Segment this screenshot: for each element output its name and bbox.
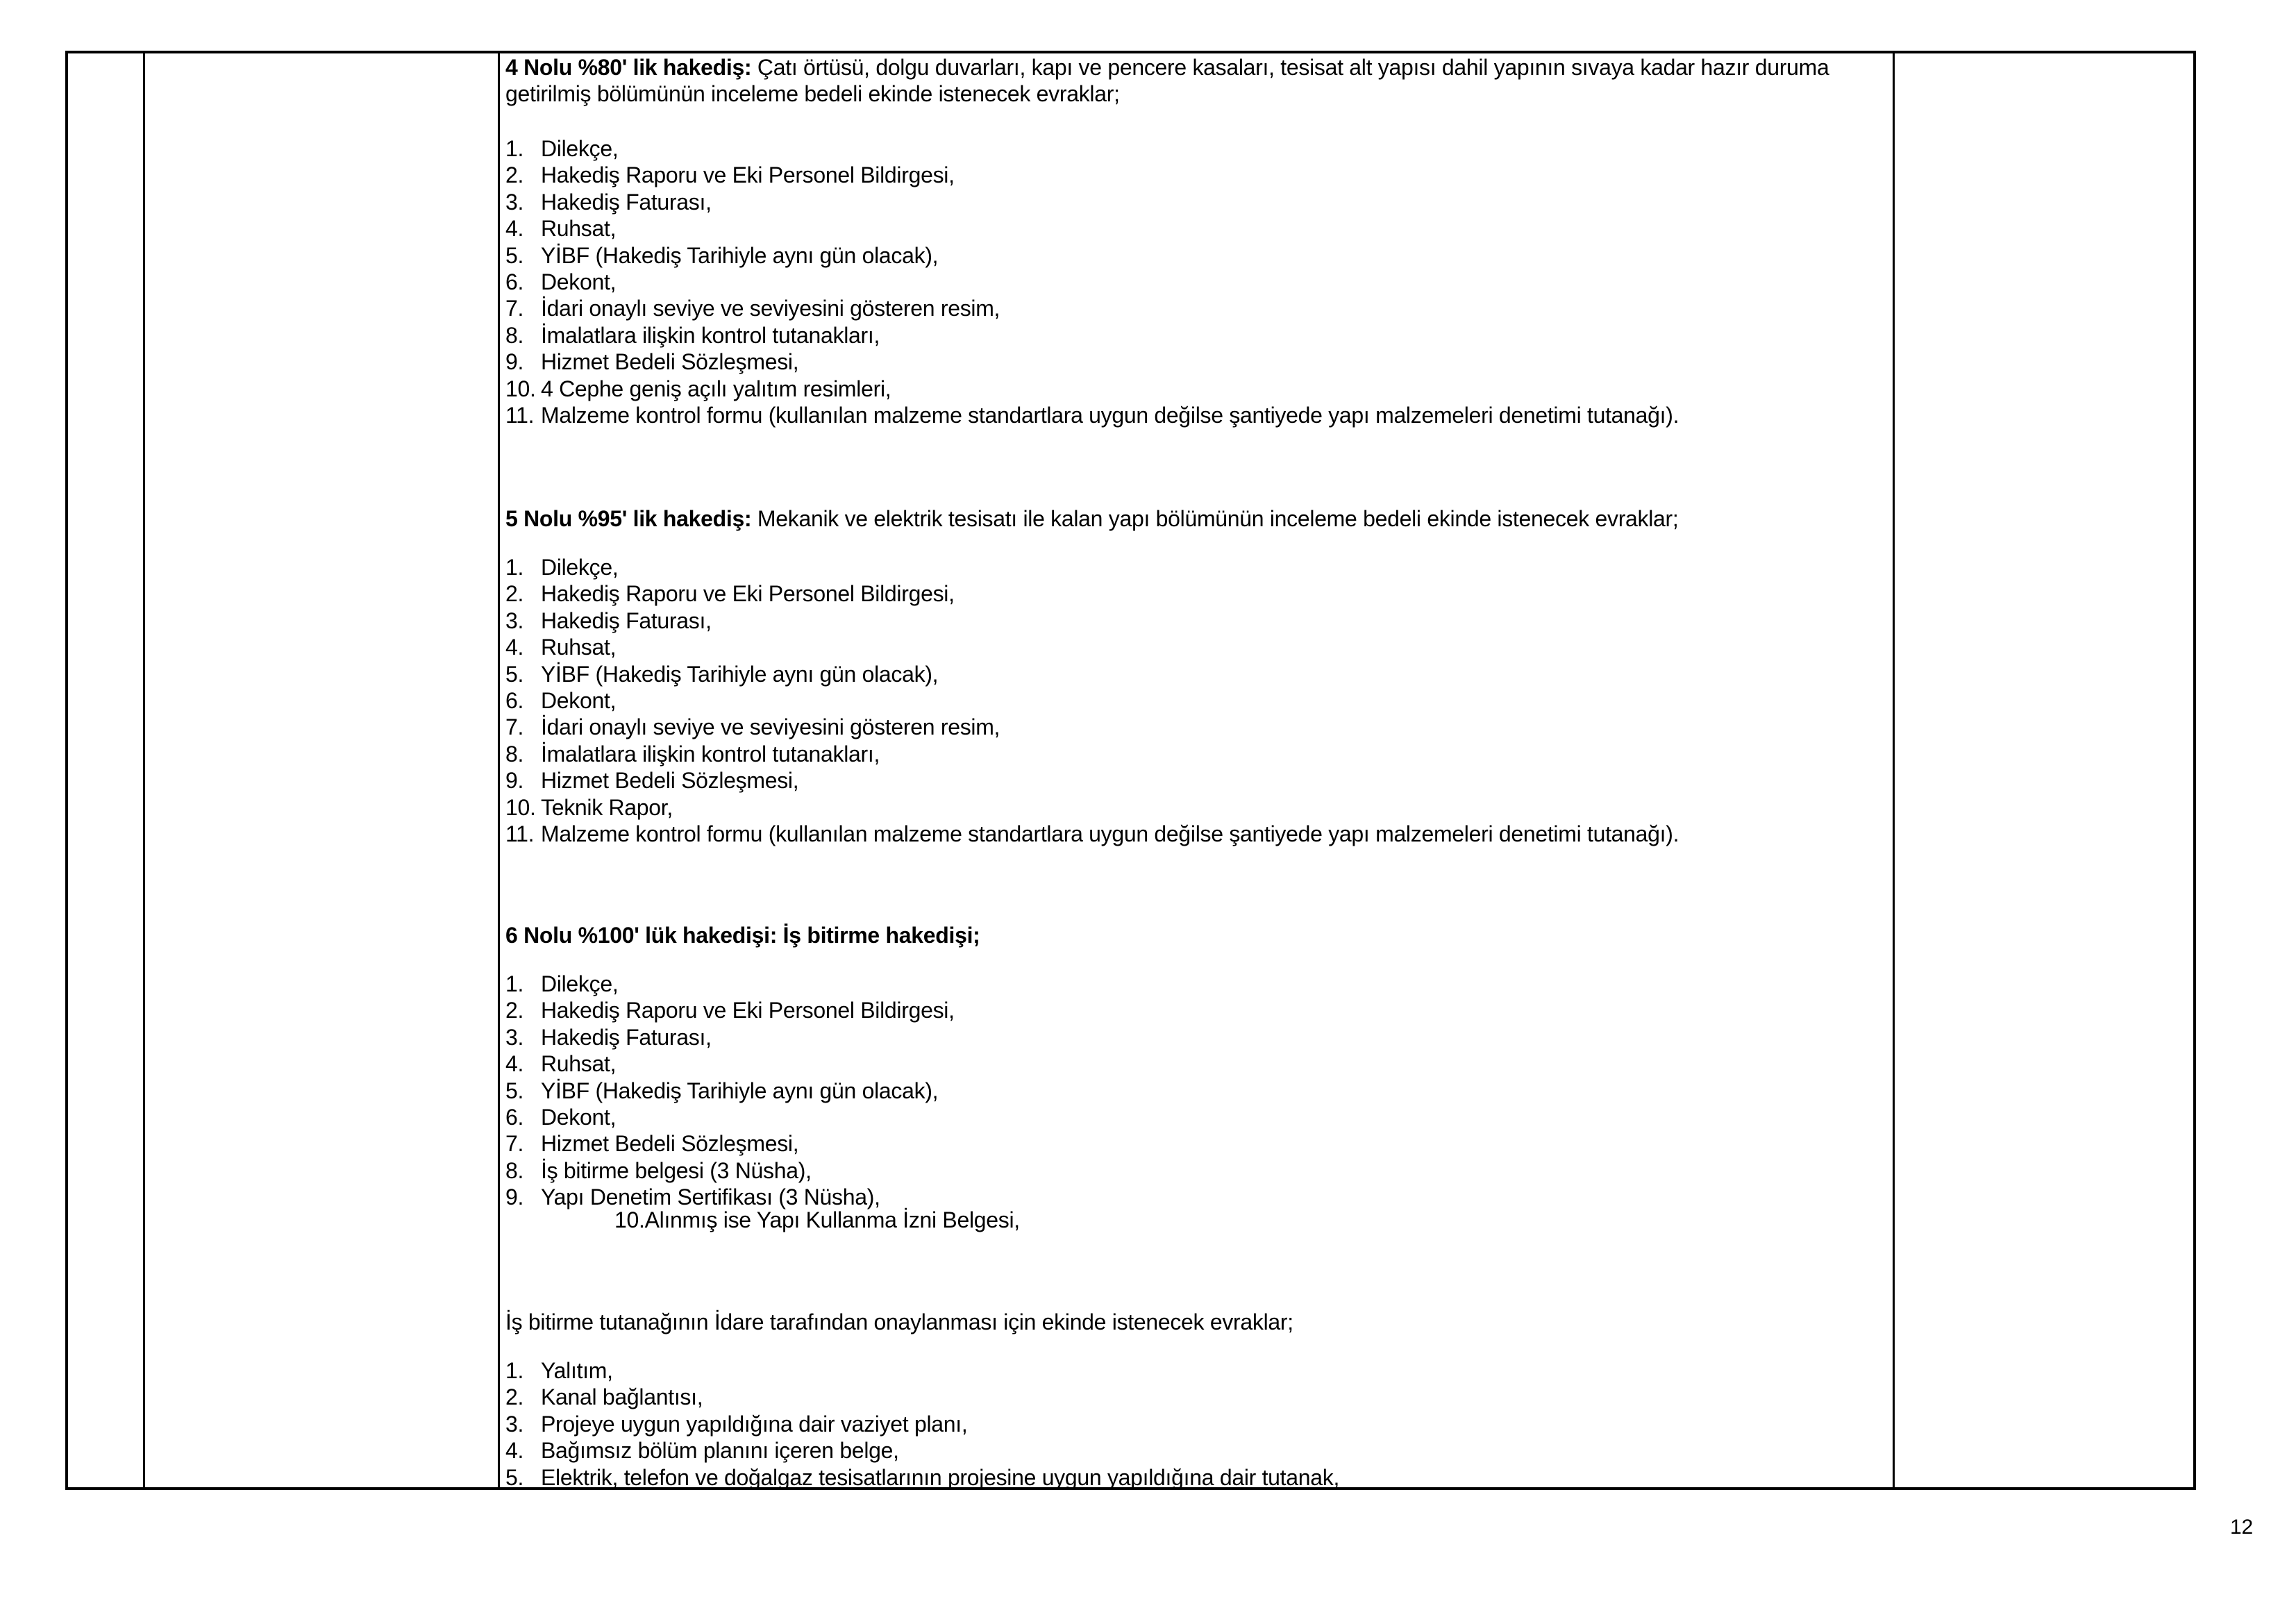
- list-item-number: 7.: [505, 296, 524, 321]
- list-item-text: İdari onaylı seviye ve seviyesini gösteren resim,: [541, 714, 1000, 740]
- list-item: [505, 135, 1891, 162]
- list-item: [505, 687, 1891, 714]
- list-item-number: 2.: [505, 1384, 524, 1410]
- list-item: [505, 402, 1891, 428]
- list-item-number: 5.: [505, 1078, 524, 1103]
- list-item-number: 9.: [505, 768, 524, 794]
- list-item: [505, 741, 1891, 767]
- list-item: [505, 1357, 1891, 1384]
- list-item-text: Dilekçe,: [541, 555, 619, 580]
- list-item: [505, 1130, 1891, 1157]
- list-item: [505, 1050, 1891, 1077]
- list-item-text: İdari onaylı seviye ve seviyesini gösteren resim,: [541, 296, 1000, 321]
- list-item-number: 3.: [505, 608, 524, 633]
- list-item: [505, 349, 1891, 375]
- list-item: [505, 1464, 1891, 1491]
- list-item-text: YİBF (Hakediş Tarihiyle aynı gün olacak),: [541, 1078, 939, 1103]
- list-item-number: 2.: [505, 162, 524, 188]
- list-item-number: 10.: [505, 376, 536, 401]
- list-item-text: Bağımsız bölüm planını içeren belge,: [541, 1438, 899, 1464]
- list-item: [505, 554, 1891, 580]
- list-item-number: 11.: [505, 821, 535, 847]
- list-item-text: Yapı Denetim Sertifikası (3 Nüsha),: [541, 1184, 880, 1210]
- heading-rest: Mekanik ve elektrik tesisatı ile kalan yapı bölümünün inceleme bedeli ekinde istenecek evraklar;: [751, 506, 1679, 531]
- list-item-number: 6.: [505, 269, 524, 295]
- list-item-text: Malzeme kontrol formu (kullanılan malzeme standartlara uygun değilse şantiyede yapı malzemeleri denetimi tutanağı).: [541, 821, 1679, 847]
- list-item-number: 6.: [505, 1105, 524, 1130]
- list-item-number: 10.: [614, 1207, 645, 1232]
- list-item-text: Teknik Rapor,: [541, 794, 673, 820]
- list-item-text: Hizmet Bedeli Sözleşmesi,: [541, 1131, 799, 1157]
- list-item-text: Ruhsat,: [541, 635, 617, 660]
- list-item-text: İmalatlara ilişkin kontrol tutanakları,: [541, 322, 880, 348]
- table-column-border-3: [1893, 53, 1895, 1487]
- list-item-text: Hakediş Raporu ve Eki Personel Bildirgesi,: [541, 162, 955, 188]
- list-item-text: Dekont,: [541, 688, 617, 714]
- list-item-text: Hakediş Faturası,: [541, 1024, 712, 1050]
- list-item-text: Alınmış ise Yapı Kullanma İzni Belgesi,: [644, 1207, 1020, 1232]
- list-item: [505, 1157, 1891, 1184]
- document-list-hakedis-6: [505, 971, 1891, 1211]
- list-item-text: YİBF (Hakediş Tarihiyle aynı gün olacak),: [541, 242, 939, 268]
- list-item: [505, 189, 1891, 215]
- list-item-text: Hizmet Bedeli Sözleşmesi,: [541, 349, 799, 375]
- section-heading-hakedis-4: [505, 54, 1891, 108]
- list-item-number: 2.: [505, 998, 524, 1023]
- table-column-border-1: [143, 53, 145, 1487]
- list-item: [505, 269, 1891, 295]
- list-item: [505, 714, 1891, 740]
- list-item-number: 9.: [505, 349, 524, 375]
- list-item-number: 5.: [505, 242, 524, 268]
- list-item: [505, 1384, 1891, 1410]
- list-item-text: Hakediş Faturası,: [541, 189, 712, 215]
- list-item: [505, 1078, 1891, 1104]
- list-item-text: Kanal bağlantısı,: [541, 1384, 703, 1410]
- list-item-number: 3.: [505, 1024, 524, 1050]
- list-item: [505, 1104, 1891, 1130]
- list-item-text: Dekont,: [541, 269, 617, 295]
- list-item-text: Dilekçe,: [541, 971, 619, 996]
- document-table: [65, 51, 2196, 1490]
- list-item: [505, 971, 1891, 997]
- section-heading-hakedis-5: [505, 505, 1891, 532]
- list-item-text: YİBF (Hakediş Tarihiyle aynı gün olacak),: [541, 661, 939, 687]
- document-list-hakedis-4: [505, 135, 1891, 428]
- list-item-text: Hizmet Bedeli Sözleşmesi,: [541, 768, 799, 794]
- list-item: [505, 162, 1891, 188]
- list-item-number: 7.: [505, 1131, 524, 1157]
- list-item-text: Dekont,: [541, 1105, 617, 1130]
- list-item-number: 10.: [505, 794, 536, 820]
- list-item-number: 4.: [505, 1438, 524, 1464]
- heading-lead: 4 Nolu %80' lik hakediş:: [505, 55, 752, 80]
- list-item-text: Hakediş Raporu ve Eki Personel Bildirgesi,: [541, 998, 955, 1023]
- list-item: [505, 821, 1891, 847]
- list-item-number: 8.: [505, 322, 524, 348]
- list-item-number: 11.: [505, 403, 535, 428]
- list-item: [505, 1024, 1891, 1050]
- list-item-number: 8.: [505, 1157, 524, 1183]
- list-item-number: 4.: [505, 216, 524, 242]
- list-item-number: 9.: [505, 1184, 524, 1210]
- list-item-number: 3.: [505, 1411, 524, 1437]
- list-item: [505, 794, 1891, 821]
- list-item-text: İş bitirme belgesi (3 Nüsha),: [541, 1157, 812, 1183]
- list-item-number: 2.: [505, 581, 524, 607]
- list-item-text: Malzeme kontrol formu (kullanılan malzeme standartlara uygun değilse şantiyede yapı malzemeleri denetimi tutanağı).: [541, 403, 1679, 428]
- list-item-number: 6.: [505, 688, 524, 714]
- list-item: [505, 376, 1891, 402]
- list-item: [505, 322, 1891, 349]
- document-list-hakedis-5: [505, 554, 1891, 847]
- list-item: [505, 997, 1891, 1023]
- list-item: [505, 767, 1891, 794]
- list-item-number: 5.: [505, 661, 524, 687]
- list-item-number: 1.: [505, 1358, 524, 1383]
- list-item-text: Elektrik, telefon ve doğalgaz tesisatlarının projesine uygun yapıldığına dair tutanak,: [541, 1464, 1340, 1490]
- paragraph-is-bitirme-tutanagi: İş bitirme tutanağının İdare tarafından onaylanması için ekinde istenecek evraklar;: [505, 1309, 1293, 1334]
- list-item-text: Projeye uygun yapıldığına dair vaziyet planı,: [541, 1411, 968, 1437]
- list-item-text: Ruhsat,: [541, 1051, 617, 1077]
- list-item: [505, 661, 1891, 687]
- list-item: [505, 634, 1891, 660]
- heading-lead: 5 Nolu %95' lik hakediş:: [505, 506, 752, 531]
- page-number: 12: [2230, 1516, 2253, 1539]
- list-item: [505, 1411, 1891, 1437]
- list-item-number: 8.: [505, 741, 524, 767]
- list-item-number: 4.: [505, 1051, 524, 1077]
- list-item-text: İmalatlara ilişkin kontrol tutanakları,: [541, 741, 880, 767]
- list-item-text: Yalıtım,: [541, 1358, 613, 1383]
- list-item: [505, 1437, 1891, 1464]
- list-item: [505, 215, 1891, 242]
- list-item-number: 1.: [505, 555, 524, 580]
- list-item-number: 3.: [505, 189, 524, 215]
- section-heading-hakedis-6: 6 Nolu %100' lük hakedişi: İş bitirme hakedişi;: [505, 923, 980, 948]
- list-item-number: 1.: [505, 971, 524, 996]
- list-item-number: 1.: [505, 136, 524, 161]
- list-item-text: 4 Cephe geniş açılı yalıtım resimleri,: [541, 376, 891, 401]
- table-column-border-2: [498, 53, 500, 1487]
- list-item-number: 4.: [505, 635, 524, 660]
- list-item-text: Dilekçe,: [541, 136, 619, 161]
- heading-rest: Çatı örtüsü, dolgu duvarları, kapı ve pencere kasaları, tesisat alt yapısı dahil yapının sıvaya kadar hazır duruma getirilmiş bölümünün inceleme bedeli ekinde istenecek evraklar;: [505, 55, 1829, 107]
- list-item: [505, 580, 1891, 607]
- list-item-indented: [614, 1207, 2000, 1233]
- list-item-text: Hakediş Raporu ve Eki Personel Bildirgesi,: [541, 581, 955, 607]
- list-item-number: 7.: [505, 714, 524, 740]
- list-item-text: Hakediş Faturası,: [541, 608, 712, 633]
- list-item: [505, 242, 1891, 269]
- list-item: [505, 295, 1891, 321]
- list-item-number: 5.: [505, 1464, 524, 1490]
- list-item: [505, 608, 1891, 634]
- document-list-is-bitirme: [505, 1357, 1891, 1491]
- list-item-text: Ruhsat,: [541, 216, 617, 242]
